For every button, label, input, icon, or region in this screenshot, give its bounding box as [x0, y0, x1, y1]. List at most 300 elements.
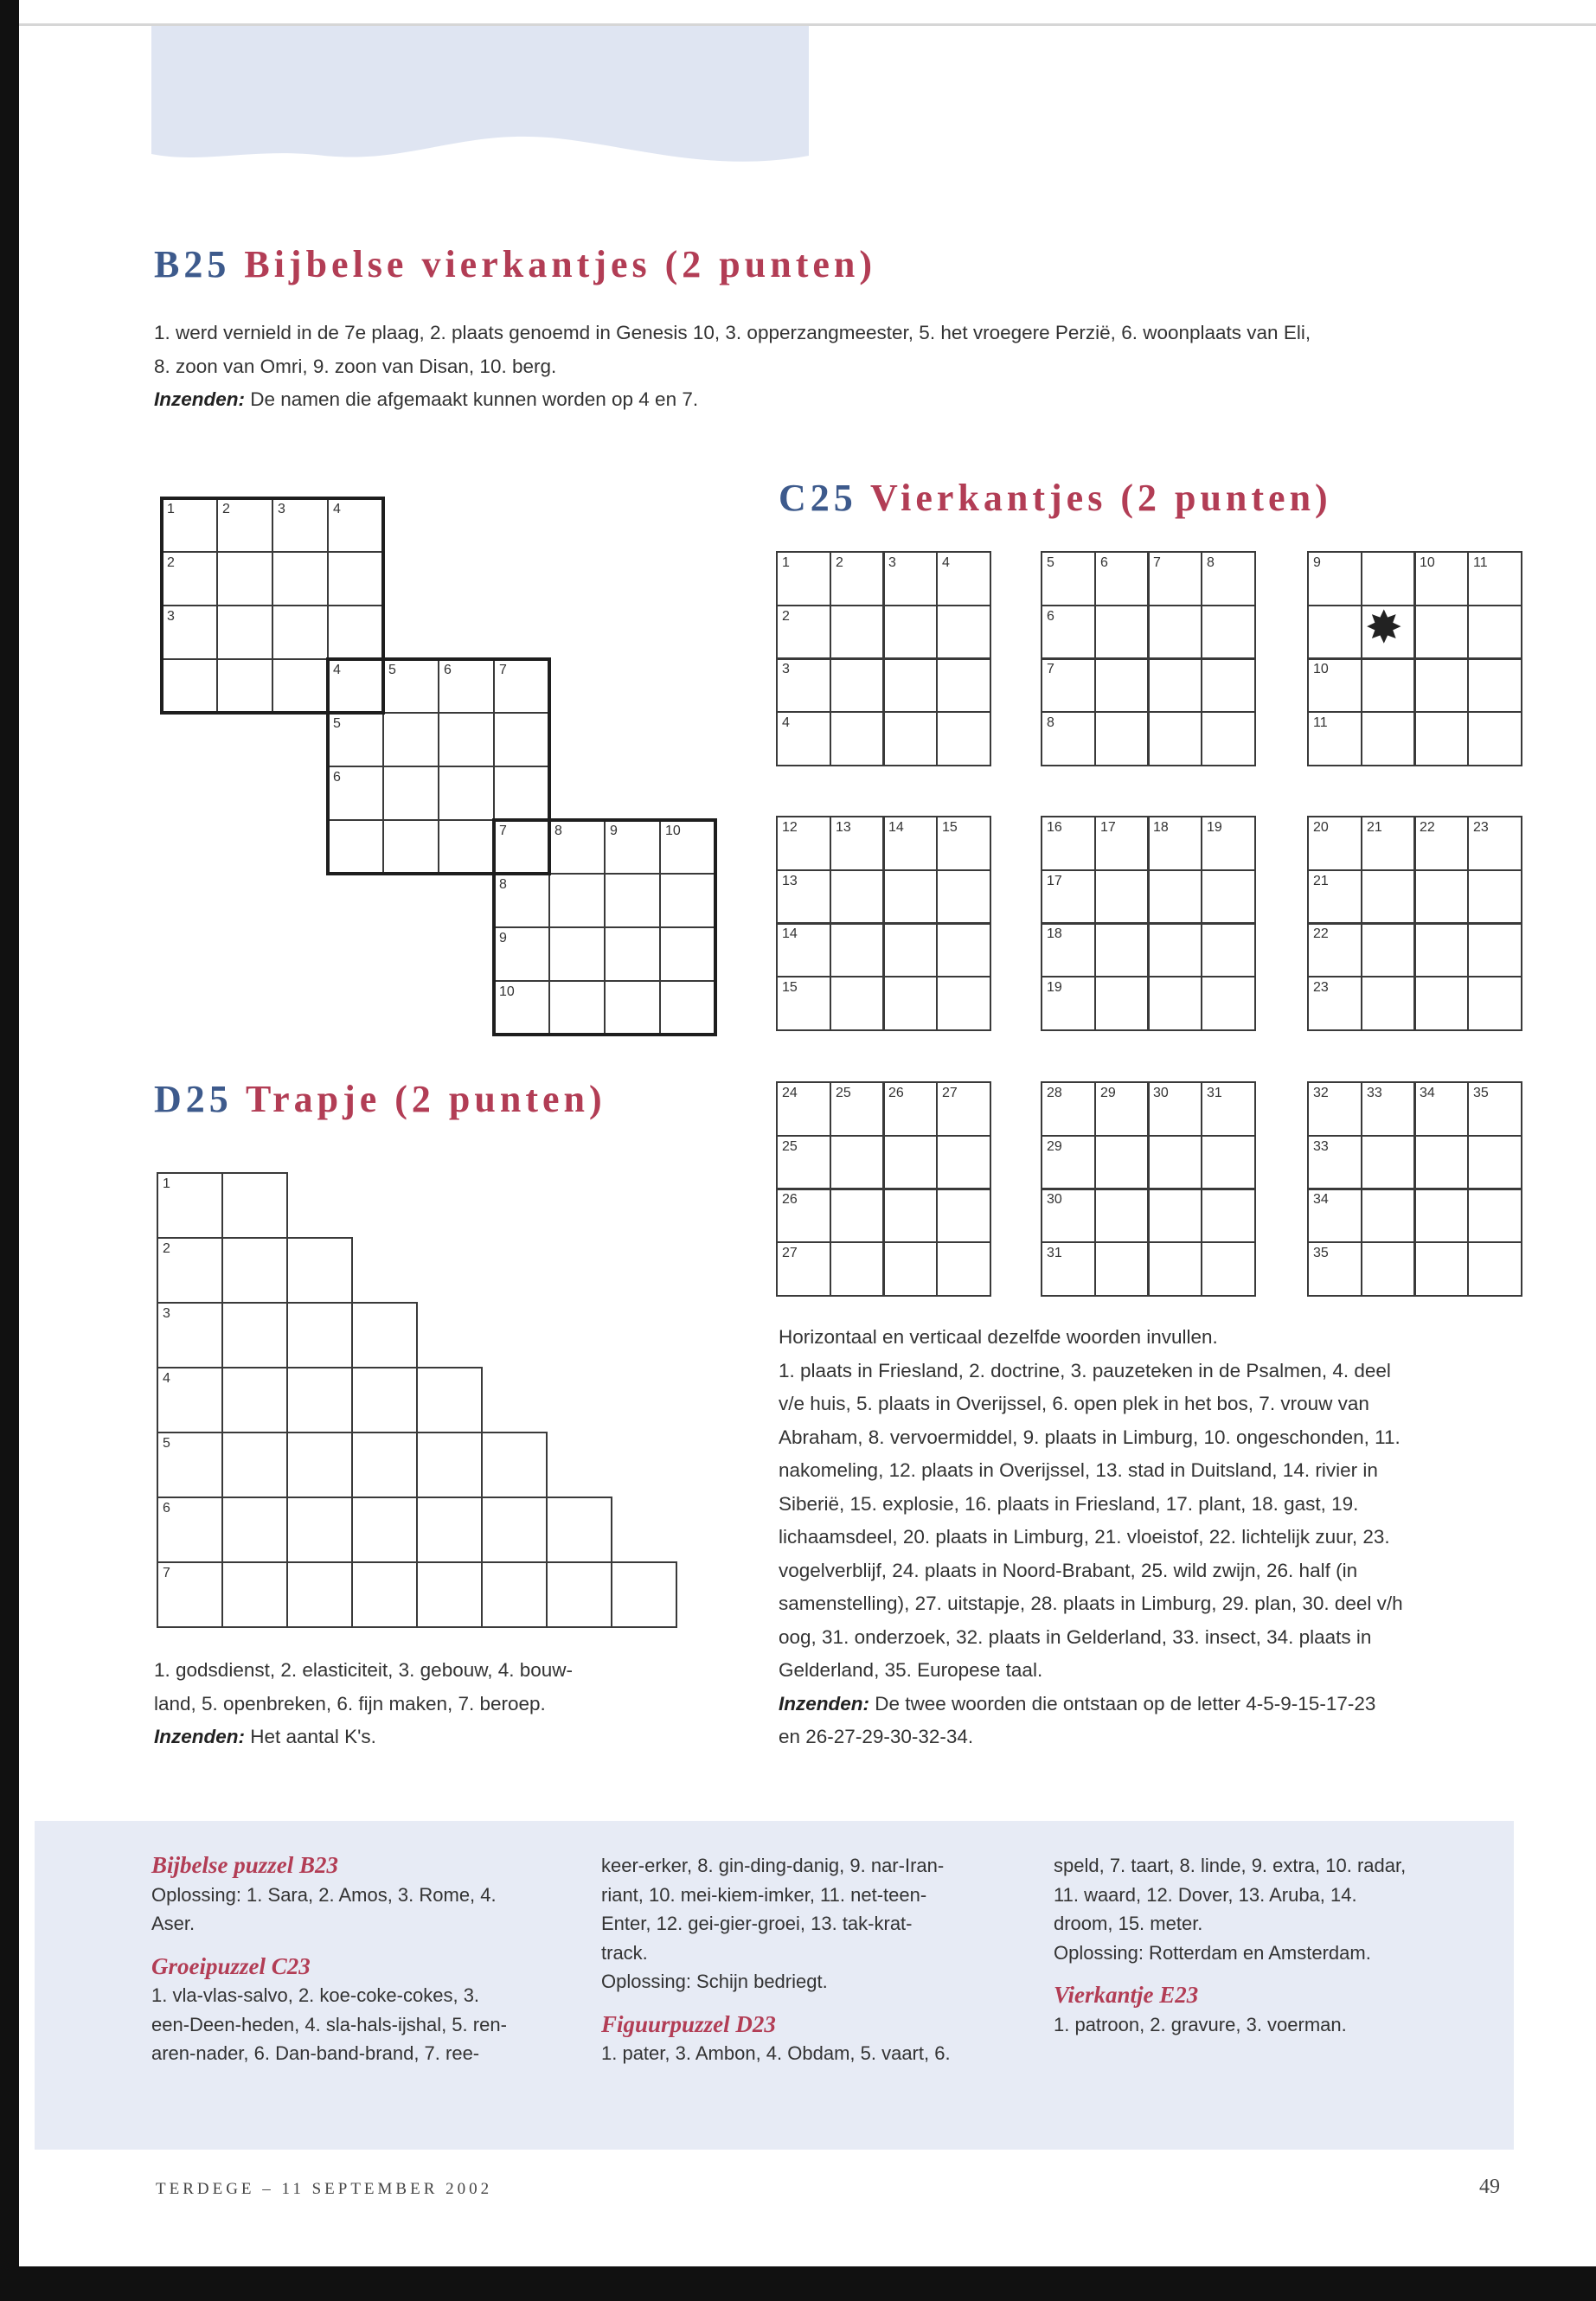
c25-clue-line: 1. plaats in Friesland, 2. doctrine, 3. pauzeteken in de Psalmen, 4. deel — [779, 1359, 1391, 1381]
c25-cell — [1413, 976, 1469, 1031]
d23-title: Figuurpuzzel D23 — [601, 2010, 776, 2037]
cell-number: 2 — [163, 1241, 170, 1256]
cell-number: 28 — [1047, 1086, 1062, 1100]
c25-inzenden — [779, 1688, 1522, 1721]
c25-cell — [1147, 657, 1202, 713]
c25-cell — [1041, 869, 1096, 925]
d25-cell — [481, 1497, 548, 1563]
d25-cell — [416, 1432, 483, 1498]
c25-cell — [882, 1081, 938, 1137]
c25-cell — [1201, 711, 1256, 766]
c25-cell — [1361, 1188, 1416, 1243]
cell-number: 10 — [1420, 555, 1435, 570]
c25-cell — [830, 1081, 885, 1137]
col2-line-3: Enter, 12. gei-gier-groei, 13. tak-krat- — [601, 1913, 913, 1934]
c25-cell — [882, 551, 938, 606]
c25-cell — [1147, 1135, 1202, 1190]
cell-number: 17 — [1100, 820, 1116, 835]
d25-cell — [157, 1432, 223, 1498]
d25-inzenden-text: Het aantal K's. — [245, 1726, 376, 1747]
c25-cell — [1201, 869, 1256, 925]
e23-title: Vierkantje E23 — [1054, 1982, 1199, 2008]
cell-number: 3 — [782, 662, 790, 676]
c25-cell — [1147, 1081, 1202, 1137]
cell-number: 5 — [388, 663, 396, 677]
c25-cell — [1041, 551, 1096, 606]
b25-cell — [548, 819, 606, 875]
c25-cell — [1094, 605, 1150, 660]
cell-number: 27 — [782, 1246, 798, 1260]
c25-cell — [1307, 976, 1362, 1031]
c25-cell — [830, 1241, 885, 1297]
c25-clue-line: lichaamsdeel, 20. plaats in Limburg, 21. vloeistof, 22. lichtelijk zuur, 23. — [779, 1526, 1390, 1548]
cell-number: 7 — [163, 1566, 170, 1580]
cell-number: 11 — [1473, 555, 1488, 570]
d25-cell — [221, 1172, 288, 1239]
scan-left-border — [0, 0, 19, 2301]
b25-cell — [216, 658, 273, 714]
c25-cell — [1307, 1081, 1362, 1137]
col3-line-1: speld, 7. taart, 8. linde, 9. extra, 10. radar, — [1054, 1855, 1407, 1876]
c25-clue-line: nakomeling, 12. plaats in Overijssel, 13. stad in Duitsland, 14. rivier in — [779, 1459, 1378, 1481]
cell-number: 7 — [1153, 555, 1161, 570]
cell-number: 17 — [1047, 874, 1062, 888]
c25-clue-line: Gelderland, 35. Europese taal. — [779, 1659, 1043, 1681]
b25-cell — [438, 766, 495, 821]
cell-number: 5 — [333, 716, 341, 731]
d25-cell — [286, 1497, 353, 1563]
cell-number: 25 — [782, 1139, 798, 1154]
b25-clues-line1: 1. werd vernield in de 7e plaag, 2. plaats genoemd in Genesis 10, 3. opperzangmeester, 5. het vroegere Perzië, 6. woonplaats van Eli, — [154, 322, 1311, 343]
c25-cell — [1201, 976, 1256, 1031]
cell-number: 13 — [782, 874, 798, 888]
c25-cell — [1467, 711, 1522, 766]
c25-cell — [1467, 816, 1522, 871]
c25-cell — [830, 605, 885, 660]
b25-cell — [604, 873, 661, 928]
cell-number: 11 — [1313, 715, 1328, 730]
d25-heading — [154, 1077, 606, 1121]
c25-cell — [830, 1188, 885, 1243]
b25-cell — [548, 980, 606, 1035]
d25-cell — [286, 1432, 353, 1498]
c25-cell — [936, 869, 991, 925]
c25-cell — [1361, 711, 1416, 766]
d25-cell — [221, 1497, 288, 1563]
cell-number: 2 — [222, 502, 230, 516]
cell-number: 31 — [1207, 1086, 1222, 1100]
c25-cell — [882, 657, 938, 713]
c25-cell — [882, 1135, 938, 1190]
cell-number: 26 — [782, 1192, 798, 1207]
cell-number: 2 — [782, 609, 790, 624]
cell-number: 1 — [167, 502, 175, 516]
c25-cell — [1413, 711, 1469, 766]
c25-cell — [1467, 869, 1522, 925]
c25-cell — [1201, 1241, 1256, 1297]
c25-cell — [882, 976, 938, 1031]
c25-cell — [1201, 605, 1256, 660]
b25-cell — [548, 873, 606, 928]
c25-cell — [1467, 922, 1522, 977]
cell-number: 3 — [163, 1306, 170, 1321]
c25-cell — [1307, 551, 1362, 606]
c25-cell — [1094, 657, 1150, 713]
c25-title: Vierkantjes (2 punten) — [870, 477, 1332, 519]
c25-cell — [1413, 869, 1469, 925]
cell-number: 10 — [499, 984, 515, 999]
cell-number: 7 — [499, 663, 507, 677]
c25-cell — [830, 869, 885, 925]
c25-cell — [776, 657, 831, 713]
c25-cell — [936, 657, 991, 713]
c25-cell — [1467, 976, 1522, 1031]
c25-cell — [830, 711, 885, 766]
c25-cell — [1361, 657, 1416, 713]
c25-cell — [1147, 551, 1202, 606]
cell-number: 20 — [1313, 820, 1329, 835]
cell-number: 6 — [1047, 609, 1054, 624]
b25-cell — [216, 551, 273, 606]
d25-cell — [351, 1302, 418, 1368]
c25-cell — [1467, 1135, 1522, 1190]
c25-cell — [1147, 1241, 1202, 1297]
cell-number: 4 — [782, 715, 790, 730]
cell-number: 31 — [1047, 1246, 1062, 1260]
b25-cell — [327, 605, 384, 660]
c23-line-2: een-Deen-heden, 4. sla-hals-ijshal, 5. ren- — [151, 2013, 507, 2035]
c25-cell — [1413, 605, 1469, 660]
cell-number: 9 — [610, 824, 618, 838]
c25-cell — [882, 711, 938, 766]
c25-cell — [830, 551, 885, 606]
c25-cell — [1307, 605, 1362, 660]
cell-number: 4 — [942, 555, 950, 570]
d25-cell — [546, 1497, 612, 1563]
d25-clues-line1: 1. godsdienst, 2. elasticiteit, 3. gebouw, 4. bouw- — [154, 1659, 574, 1681]
d25-cell — [221, 1432, 288, 1498]
b25-cell — [161, 658, 218, 714]
c25-cell — [1147, 711, 1202, 766]
b25-inzenden-text: De namen die afgemaakt kunnen worden op 4 en 7. — [245, 388, 699, 410]
cell-number: 29 — [1047, 1139, 1062, 1154]
b25-cell — [659, 873, 716, 928]
c25-cell — [1041, 605, 1096, 660]
b25-cell — [493, 712, 550, 767]
d25-cell — [351, 1497, 418, 1563]
c25-cell — [1413, 657, 1469, 713]
b25-cell — [438, 819, 495, 875]
c25-clue-lines — [779, 1355, 1522, 1688]
cell-number: 23 — [1313, 980, 1329, 995]
c25-cell — [936, 551, 991, 606]
solutions-column-3 — [1054, 1851, 1503, 2039]
cell-number: 15 — [782, 980, 798, 995]
c25-cell — [1094, 1188, 1150, 1243]
footer-page-number: 49 — [1479, 2176, 1500, 2198]
solutions-column-2 — [601, 1851, 1025, 2068]
cell-number: 16 — [1047, 820, 1062, 835]
c25-cell — [882, 869, 938, 925]
d25-code: D25 — [154, 1078, 233, 1120]
c25-cell — [1413, 816, 1469, 871]
d25-cell — [286, 1561, 353, 1628]
c25-cell — [1094, 922, 1150, 977]
col2-line-2: riant, 10. mei-kiem-imker, 11. net-teen- — [601, 1883, 927, 1906]
b23-line-2: Aser. — [151, 1913, 195, 1934]
c25-cell — [936, 1135, 991, 1190]
c25-cell — [1147, 1188, 1202, 1243]
d25-cell — [157, 1497, 223, 1563]
c25-cell — [882, 1241, 938, 1297]
c25-clue-line: samenstelling), 27. uitstapje, 28. plaats in Limburg, 29. plan, 30. deel v/h — [779, 1593, 1403, 1614]
d25-clues-line2: land, 5. openbreken, 6. fijn maken, 7. beroep. — [154, 1692, 546, 1715]
b25-cell — [327, 658, 384, 714]
b25-cell — [327, 497, 384, 553]
c25-cell — [830, 976, 885, 1031]
c25-cell — [776, 1241, 831, 1297]
c25-cell — [1307, 816, 1362, 871]
d25-cell — [351, 1367, 418, 1433]
b25-cell — [548, 926, 606, 982]
c25-clue-line: vogelverblijf, 24. plaats in Noord-Brabant, 25. wild zwijn, 26. half (in — [779, 1559, 1358, 1581]
c25-cell — [1147, 605, 1202, 660]
c25-heading — [779, 476, 1332, 520]
cell-number: 4 — [333, 663, 341, 677]
c25-cell — [1041, 976, 1096, 1031]
c25-cell — [882, 922, 938, 977]
b25-cell — [493, 658, 550, 714]
c25-cell — [1094, 976, 1150, 1031]
d25-cell — [481, 1432, 548, 1498]
cell-number: 6 — [333, 770, 341, 785]
d25-cell — [157, 1237, 223, 1304]
c25-cell — [936, 816, 991, 871]
cell-number: 12 — [782, 820, 798, 835]
c25-inzenden-label: Inzenden: — [779, 1692, 869, 1715]
c25-cell — [776, 1081, 831, 1137]
b25-cell — [659, 980, 716, 1035]
c25-cell — [1361, 816, 1416, 871]
b25-cell — [327, 551, 384, 606]
b25-cell — [272, 658, 329, 714]
cell-number: 8 — [1047, 715, 1054, 730]
b25-cell — [161, 605, 218, 660]
c25-cell — [1361, 551, 1416, 606]
b25-cell — [438, 712, 495, 767]
c25-cell — [936, 1188, 991, 1243]
c25-cell — [1094, 1081, 1150, 1137]
d25-cell — [286, 1302, 353, 1368]
c25-cell — [1147, 922, 1202, 977]
cell-number: 10 — [665, 824, 681, 838]
c23-line-1: 1. vla-vlas-salvo, 2. koe-coke-cokes, 3. — [151, 1984, 480, 2006]
cell-number: 8 — [499, 877, 507, 892]
c25-clue-line: Siberië, 15. explosie, 16. plaats in Friesland, 17. plant, 18. gast, 19. — [779, 1492, 1359, 1515]
c25-cell — [1413, 1135, 1469, 1190]
col3-line-3: droom, 15. meter. — [1054, 1913, 1203, 1934]
c25-cell — [1041, 711, 1096, 766]
c25-inzenden-line1: De twee woorden die ontstaan op de letter 4-5-9-15-17-23 — [869, 1692, 1376, 1715]
c23-line-3: aren-nader, 6. Dan-band-brand, 7. ree- — [151, 2042, 480, 2064]
b25-cell — [272, 551, 329, 606]
cell-number: 5 — [1047, 555, 1054, 570]
cell-number: 34 — [1420, 1086, 1435, 1100]
c25-inzenden-line2: en 26-27-29-30-32-34. — [779, 1726, 974, 1747]
c25-cell — [830, 1135, 885, 1190]
cell-number: 33 — [1367, 1086, 1382, 1100]
c25-cell — [936, 976, 991, 1031]
c25-cell — [1041, 1188, 1096, 1243]
cell-number: 35 — [1473, 1086, 1489, 1100]
c25-cell — [1413, 551, 1469, 606]
cell-number: 7 — [499, 824, 507, 838]
c25-cell — [1361, 1135, 1416, 1190]
col2-oplossing: Oplossing: Schijn bedriegt. — [601, 1971, 828, 1992]
cell-number: 3 — [888, 555, 896, 570]
cell-number: 2 — [167, 555, 175, 570]
b25-cell — [382, 766, 439, 821]
c25-cell — [1201, 1188, 1256, 1243]
c25-cell — [1201, 922, 1256, 977]
cell-number: 3 — [167, 609, 175, 624]
d25-cell — [221, 1237, 288, 1304]
c25-cell — [1201, 1135, 1256, 1190]
cell-number: 21 — [1367, 820, 1382, 835]
cell-number: 22 — [1420, 820, 1435, 835]
d25-cell — [481, 1561, 548, 1628]
cell-number: 1 — [782, 555, 790, 570]
cell-number: 9 — [499, 931, 507, 945]
b25-cell — [493, 926, 550, 982]
b25-clues-line2: 8. zoon van Omri, 9. zoon van Disan, 10. berg. — [154, 355, 557, 377]
c25-cell — [1467, 657, 1522, 713]
cell-number: 1 — [163, 1176, 170, 1191]
c25-cell — [1467, 1081, 1522, 1137]
d25-cell — [351, 1432, 418, 1498]
b25-cell — [659, 926, 716, 982]
c25-cell — [936, 1081, 991, 1137]
c25-cell — [1147, 976, 1202, 1031]
c25-cell — [1413, 922, 1469, 977]
cell-number: 4 — [163, 1371, 170, 1386]
b25-cell — [382, 819, 439, 875]
b25-cell — [438, 658, 495, 714]
c25-cell — [830, 816, 885, 871]
cell-number: 13 — [836, 820, 851, 835]
b25-cell — [161, 551, 218, 606]
cell-number: 8 — [554, 824, 562, 838]
d23-line-1: 1. pater, 3. Ambon, 4. Obdam, 5. vaart, 6. — [601, 2042, 951, 2064]
d25-cell — [157, 1561, 223, 1628]
c25-cell — [1094, 869, 1150, 925]
cell-number: 6 — [1100, 555, 1108, 570]
b25-cell — [493, 766, 550, 821]
star-icon: ✸ — [1365, 603, 1403, 653]
d25-cell — [611, 1561, 677, 1628]
b25-cell — [272, 605, 329, 660]
d25-inzenden-label: Inzenden: — [154, 1726, 245, 1747]
c25-cell — [1467, 1241, 1522, 1297]
c25-cell — [1307, 1188, 1362, 1243]
cell-number: 6 — [444, 663, 452, 677]
c25-cell — [830, 657, 885, 713]
c23-title: Groeipuzzel C23 — [151, 1952, 311, 1979]
col2-line-1: keer-erker, 8. gin-ding-danig, 9. nar-Iran- — [601, 1855, 945, 1876]
c25-cell — [1094, 1241, 1150, 1297]
cell-number: 3 — [278, 502, 285, 516]
header-wave-decoration — [151, 26, 809, 164]
c25-clues — [779, 1321, 1522, 1754]
c25-cell — [1307, 922, 1362, 977]
cell-number: 33 — [1313, 1139, 1329, 1154]
cell-number: 29 — [1100, 1086, 1116, 1100]
c25-intro: Horizontaal en verticaal dezelfde woorden invullen. — [779, 1326, 1218, 1348]
c25-cell — [1307, 1135, 1362, 1190]
c25-clue-line: v/e huis, 5. plaats in Overijssel, 6. open plek in het bos, 7. vrouw van — [779, 1393, 1369, 1414]
b25-cell — [604, 819, 661, 875]
col3-line-2: 11. waard, 12. Dover, 13. Aruba, 14. — [1054, 1883, 1357, 1906]
b25-inzenden — [154, 383, 1521, 417]
cell-number: 32 — [1313, 1086, 1329, 1100]
cell-number: 23 — [1473, 820, 1489, 835]
c25-cell — [1307, 657, 1362, 713]
c25-cell — [1361, 869, 1416, 925]
c25-cell — [1413, 1241, 1469, 1297]
b25-code: B25 — [154, 243, 231, 285]
c25-cell — [1307, 869, 1362, 925]
c25-cell — [1094, 1135, 1150, 1190]
c25-cell — [830, 922, 885, 977]
b23-line-1: Oplossing: 1. Sara, 2. Amos, 3. Rome, 4. — [151, 1883, 497, 1906]
c25-cell — [882, 605, 938, 660]
c25-cell — [1041, 1241, 1096, 1297]
d25-cell — [157, 1367, 223, 1433]
c25-cell — [1041, 922, 1096, 977]
b25-clues — [154, 317, 1521, 417]
c25-code: C25 — [779, 477, 857, 519]
cell-number: 18 — [1047, 926, 1062, 941]
cell-number: 30 — [1153, 1086, 1169, 1100]
c25-cell — [1094, 816, 1150, 871]
c25-cell — [1361, 976, 1416, 1031]
d25-clues — [154, 1654, 760, 1754]
c25-cell — [776, 605, 831, 660]
c25-clue-line: oog, 31. onderzoek, 32. plaats in Gelderland, 33. insect, 34. plaats in — [779, 1625, 1372, 1648]
b25-cell — [659, 819, 716, 875]
d25-cell — [157, 1172, 223, 1239]
c25-cell — [1041, 657, 1096, 713]
cell-number: 34 — [1313, 1192, 1329, 1207]
d25-cell — [546, 1561, 612, 1628]
cell-number: 8 — [1207, 555, 1215, 570]
c25-cell — [1467, 605, 1522, 660]
d25-cell — [221, 1367, 288, 1433]
d25-cell — [157, 1302, 223, 1368]
d25-cell — [221, 1302, 288, 1368]
cell-number: 7 — [1047, 662, 1054, 676]
b25-cell — [604, 926, 661, 982]
d25-inzenden — [154, 1721, 760, 1754]
cell-number: 19 — [1047, 980, 1062, 995]
cell-number: 35 — [1313, 1246, 1329, 1260]
b23-title: Bijbelse puzzel B23 — [151, 1852, 339, 1878]
c25-cell — [936, 711, 991, 766]
c25-clue-line: Abraham, 8. vervoermiddel, 9. plaats in Limburg, 10. ongeschonden, 11. — [779, 1426, 1401, 1448]
b25-heading — [154, 242, 876, 286]
c25-cell — [1467, 551, 1522, 606]
b25-cell — [327, 712, 384, 767]
